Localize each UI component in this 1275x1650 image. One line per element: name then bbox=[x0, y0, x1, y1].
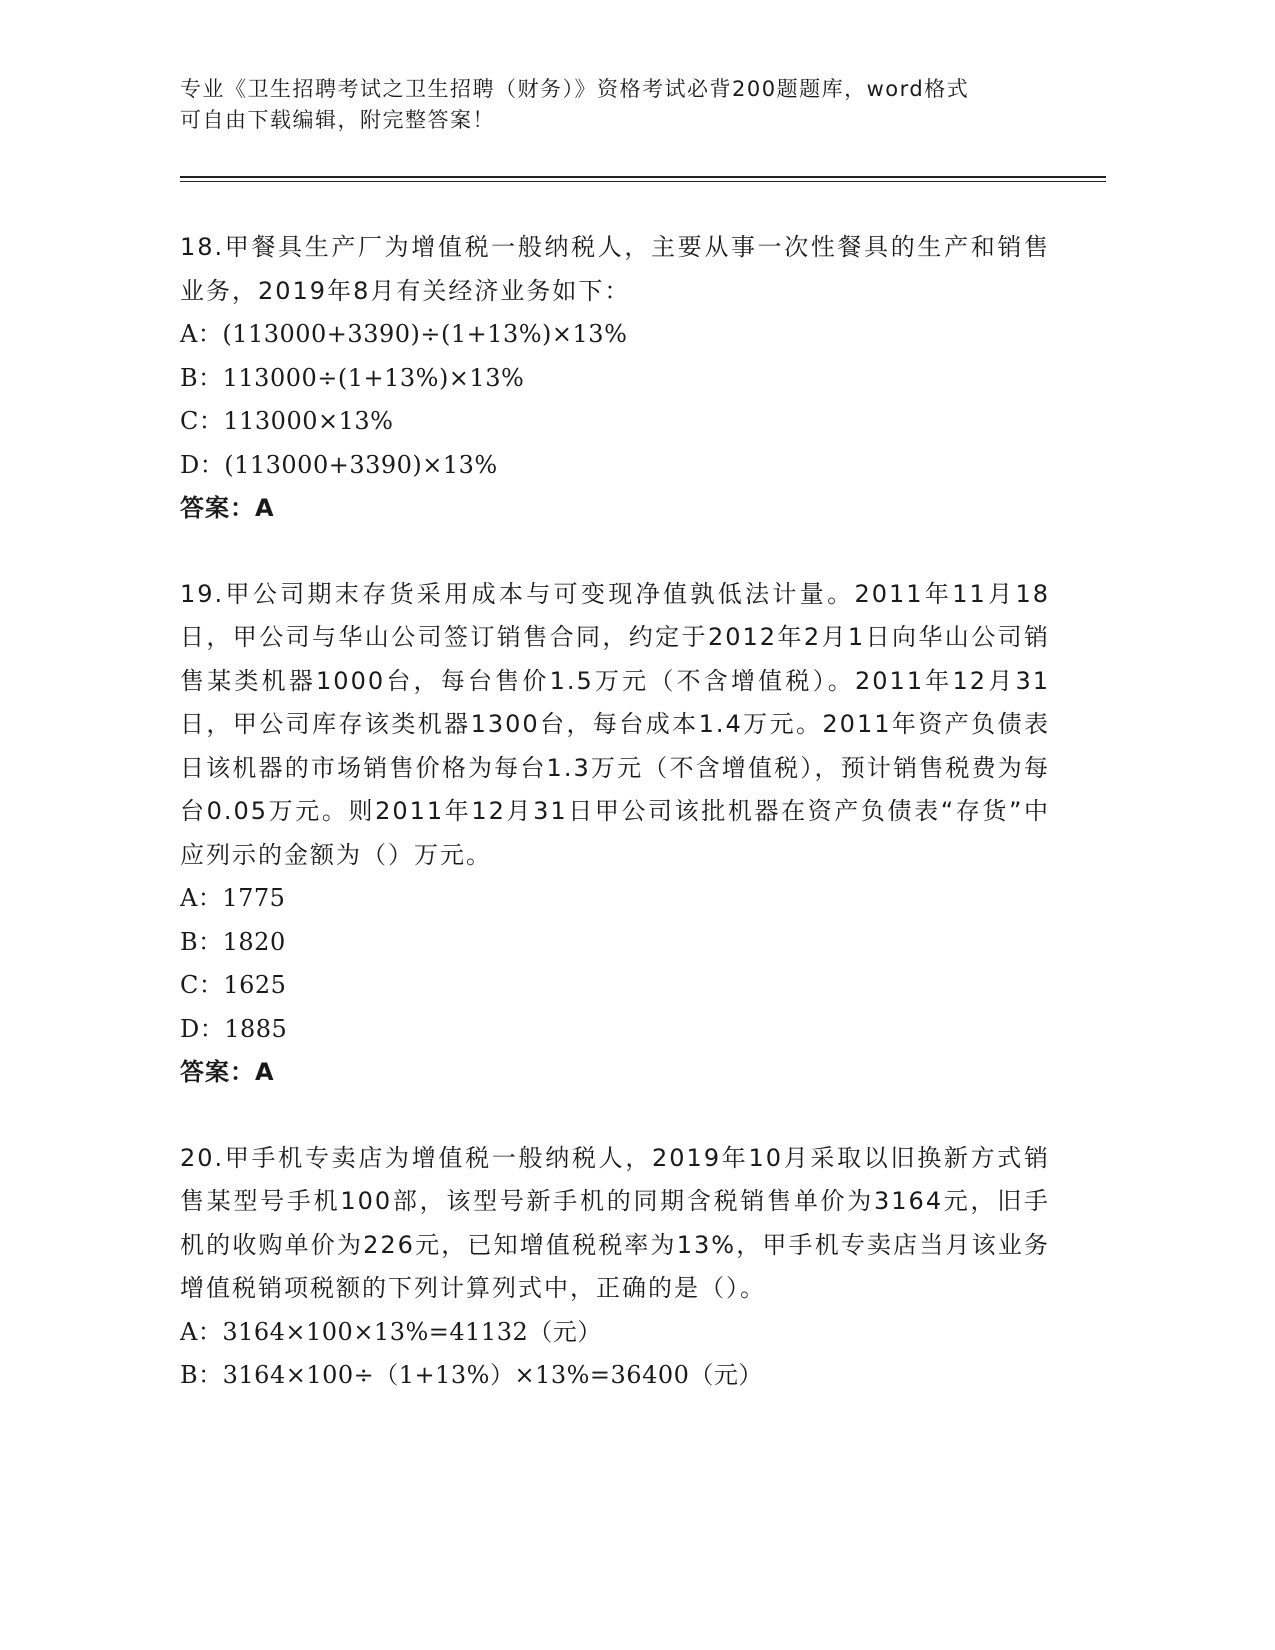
option-a: A：3164×100×13%=41132（元） bbox=[180, 1317, 602, 1346]
answer-label: 答案：A bbox=[180, 1058, 275, 1086]
document-header bbox=[180, 74, 1060, 136]
question-text: 19.甲公司期末存货采用成本与可变现净值孰低法计量。2011年11月18日，甲公司与华山公司签订销售合同，约定于2012年2月1日向华山公司销售某类机器1000台，每台售价1.5万元（不含增值税）。2011年12月31日，甲公司库存该类机器1300台，每台成本1.4万元。2011年资产负债表日该机器的市场销售价格为每台1.3万元（不含增值税），预计销售税费为每台0.05万元。则2011年12月31日甲公司该批机器在资产负债表“存货”中应列示的金额为（）万元。 bbox=[180, 579, 1050, 869]
option-d: D：1885 bbox=[180, 1014, 288, 1043]
header-line-1: 专业《卫生招聘考试之卫生招聘（财务）》资格考试必背200题题库，word格式 bbox=[180, 77, 970, 101]
header-divider-thin bbox=[180, 181, 1106, 182]
option-b: B：113000÷(1+13%)×13% bbox=[180, 363, 525, 392]
question-list bbox=[180, 226, 1050, 1440]
header-divider-thick bbox=[180, 176, 1106, 178]
question-18 bbox=[180, 226, 1050, 531]
question-text: 18.甲餐具生产厂为增值税一般纳税人，主要从事一次性餐具的生产和销售业务，2019年8月有关经济业务如下： bbox=[180, 233, 1050, 305]
question-19 bbox=[180, 573, 1050, 1095]
option-a: A：1775 bbox=[180, 884, 286, 912]
option-d: D：(113000+3390)×13% bbox=[180, 450, 498, 479]
option-c: C：113000×13% bbox=[180, 407, 394, 435]
answer-label: 答案：A bbox=[180, 494, 275, 522]
question-text: 20.甲手机专卖店为增值税一般纳税人，2019年10月采取以旧换新方式销售某型号手机100部，该型号新手机的同期含税销售单价为3164元，旧手机的收购单价为226元，已知增值税税率为13%，甲手机专卖店当月该业务增值税销项税额的下列计算列式中，正确的是（）。 bbox=[180, 1143, 1050, 1302]
option-c: C：1625 bbox=[180, 971, 287, 999]
option-b: B：1820 bbox=[180, 927, 286, 956]
question-20 bbox=[180, 1137, 1050, 1398]
option-b: B：3164×100÷（1+13%）×13%=36400（元） bbox=[180, 1361, 763, 1389]
option-a: A：(113000+3390)÷(1+13%)×13% bbox=[180, 320, 628, 348]
header-line-2: 可自由下载编辑，附完整答案！ bbox=[180, 108, 495, 132]
